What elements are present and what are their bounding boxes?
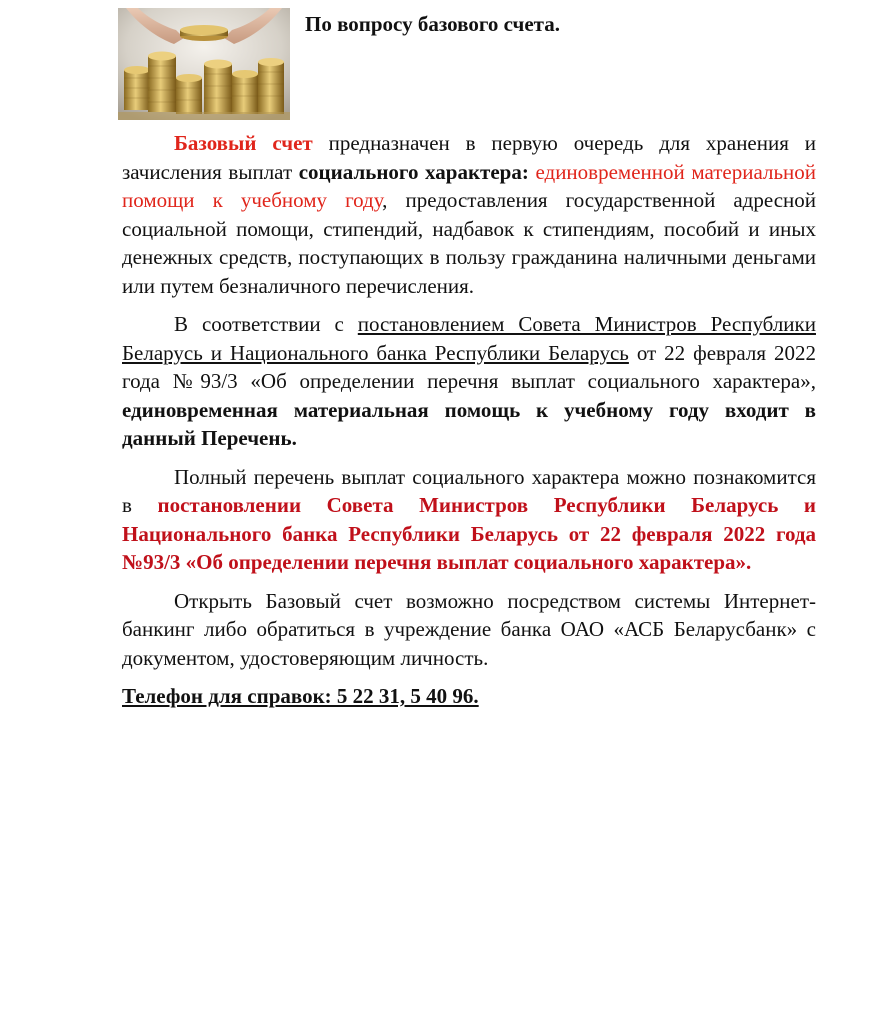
resolution-link-text: постановлением Совета Министров Республики Беларусь и Национального банка Республики Беларусь bbox=[122, 312, 816, 365]
phone-info bbox=[122, 682, 816, 711]
paragraph-full-list: Полный перечень выплат социального характера можно познакомится в постановлении Совета Министров Республики Беларусь и Национального банка Республики Беларусь от 22 февраля 2022 года №93/3 «Об определении перечня выплат социального характера». bbox=[122, 464, 816, 574]
document-body bbox=[122, 129, 816, 721]
phone-numbers: Телефон для справок: 5 22 31, 5 40 96. bbox=[122, 684, 479, 708]
basic-account-term: Базовый счет bbox=[174, 131, 313, 155]
highlight-school-aid: единовременной материальной помощи к учебному году bbox=[122, 159, 817, 212]
paragraph-basic-account: Базовый счет предназначен в первую очередь для хранения и зачисления выплат социального характера: единовременной материальной помощи к учебному году, предоставления государственной адресной социальной помощи, стипендий, надбавок к стипендиям, пособий и иных денежных средств, поступающих в пользу гражданина наличными деньгами или путем безналичного перечисления. bbox=[122, 131, 817, 298]
paragraph-resolution: В соответствии с постановлением Совета Министров Республики Беларусь и Национального банка Республики Беларусь от 22 февраля 2022 года №93/3 «Об определении перечня выплат социального характера», единовременная материальная помощь к учебному году входит в данный Перечень. bbox=[122, 312, 817, 450]
page-title: По вопросу базового счета. bbox=[305, 12, 560, 36]
resolution-reference: постановлении Совета Министров Республики Беларусь и Национального банка Республики Беларусь от 22 февраля 2022 года №93/3 «Об определении перечня выплат социального характера». bbox=[122, 493, 816, 574]
coins-photo bbox=[118, 8, 290, 120]
paragraph-open-account: Открыть Базовый счет возможно посредством системы Интернет-банкинг либо обратиться в учреждение банка ОАО «АСБ Беларусбанк» с документом, удостоверяющим личность. bbox=[122, 588, 816, 670]
